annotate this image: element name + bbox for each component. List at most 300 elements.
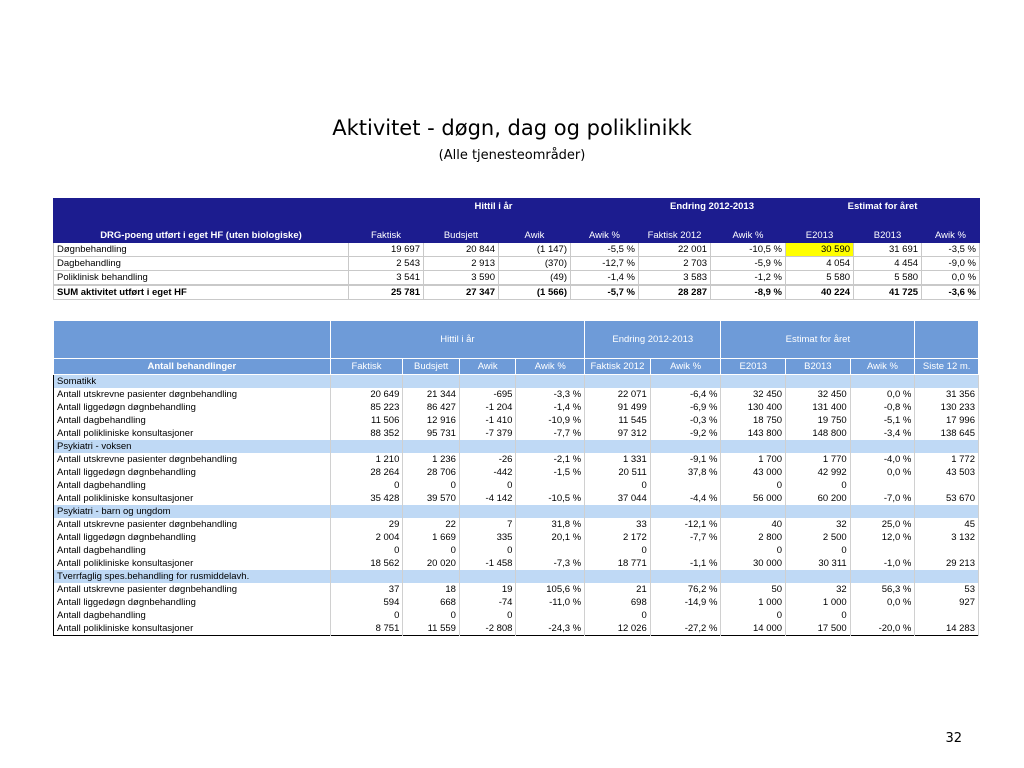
- treatments-cell: [850, 544, 915, 557]
- treatments-cell: 60 200: [786, 492, 851, 505]
- drg-group-hittil: Hittil i år: [349, 199, 639, 215]
- treatments-cell: 12 916: [403, 414, 460, 427]
- treatments-cell: [516, 609, 585, 622]
- drg-cell: -9,0 %: [922, 257, 980, 271]
- treatments-cell: -1 458: [459, 557, 516, 570]
- drg-cell: 28 287: [639, 285, 711, 300]
- section-label: Psykiatri - barn og ungdom: [54, 505, 331, 518]
- treatments-cell: 25,0 %: [850, 518, 915, 531]
- drg-cell: (1 566): [499, 285, 571, 300]
- drg-cell: 5 580: [854, 271, 922, 286]
- treatments-cell: -24,3 %: [516, 622, 585, 636]
- drg-cell: 3 583: [639, 271, 711, 286]
- treatments-cell: -0,8 %: [850, 401, 915, 414]
- drg-cell: 41 725: [854, 285, 922, 300]
- treatments-row-label: Antall dagbehandling: [54, 479, 331, 492]
- treatments-cell: 29: [330, 518, 403, 531]
- treatments-cell: -14,9 %: [650, 596, 721, 609]
- treatments-cell: [850, 609, 915, 622]
- drg-cell: -5,7 %: [571, 285, 639, 300]
- treatments-cell: 130 233: [915, 401, 979, 414]
- treatments-cell: 0: [786, 609, 851, 622]
- treatments-cell: 0: [786, 544, 851, 557]
- treatments-col-endring-awik-pct: Awik %: [650, 359, 721, 375]
- section-band-cell: [459, 375, 516, 389]
- treatments-cell: -1,5 %: [516, 466, 585, 479]
- drg-col-e2013: E2013: [786, 215, 854, 243]
- treatments-cell: 0: [330, 609, 403, 622]
- drg-row-label: Poliklinisk behandling: [54, 271, 349, 286]
- treatments-cell: -20,0 %: [850, 622, 915, 636]
- drg-table-row: [54, 243, 980, 257]
- treatments-cell: 53 670: [915, 492, 979, 505]
- section-band-cell: [516, 570, 585, 583]
- treatments-cell: -74: [459, 596, 516, 609]
- treatments-table: [53, 320, 979, 636]
- treatments-cell: 37: [330, 583, 403, 596]
- drg-cell: 2 913: [424, 257, 499, 271]
- treatments-cell: 21 344: [403, 388, 460, 401]
- treatments-cell: 0: [403, 609, 460, 622]
- treatments-cell: 8 751: [330, 622, 403, 636]
- treatments-cell: 138 645: [915, 427, 979, 440]
- treatments-row-label: Antall liggedøgn døgnbehandling: [54, 401, 331, 414]
- treatments-cell: 30 311: [786, 557, 851, 570]
- treatments-cell: -7 379: [459, 427, 516, 440]
- section-band: [54, 440, 979, 453]
- treatments-table-row: [54, 388, 979, 401]
- drg-table-row: [54, 257, 980, 271]
- drg-cell: 5 580: [786, 271, 854, 286]
- treatments-cell: [915, 479, 979, 492]
- treatments-cell: 37 044: [585, 492, 651, 505]
- drg-cell: -3,5 %: [922, 243, 980, 257]
- section-band: [54, 375, 979, 389]
- treatments-cell: -27,2 %: [650, 622, 721, 636]
- section-band-cell: [585, 505, 651, 518]
- treatments-row-label: Antall dagbehandling: [54, 544, 331, 557]
- treatments-cell: -10,5 %: [516, 492, 585, 505]
- section-band-cell: [459, 570, 516, 583]
- treatments-cell: -4 142: [459, 492, 516, 505]
- treatments-cell: 32: [786, 583, 851, 596]
- treatments-col-budsjett: Budsjett: [403, 359, 460, 375]
- treatments-table-row: [54, 622, 979, 636]
- treatments-cell: 0: [585, 609, 651, 622]
- section-band: [54, 570, 979, 583]
- treatments-cell: -6,4 %: [650, 388, 721, 401]
- drg-cell: 0,0 %: [922, 271, 980, 286]
- treatments-row-label: Antall polikliniske konsultasjoner: [54, 427, 331, 440]
- treatments-cell: 0: [330, 479, 403, 492]
- treatments-row-label: Antall liggedøgn døgnbehandling: [54, 531, 331, 544]
- treatments-col-e2013: E2013: [721, 359, 786, 375]
- treatments-cell: 7: [459, 518, 516, 531]
- treatments-group-hittil: Hittil i år: [330, 321, 584, 359]
- treatments-cell: 0: [403, 479, 460, 492]
- drg-cell: 3 590: [424, 271, 499, 286]
- treatments-col-faktisk: Faktisk: [330, 359, 403, 375]
- treatments-cell: 2 800: [721, 531, 786, 544]
- drg-cell: 4 054: [786, 257, 854, 271]
- treatments-cell: 1 669: [403, 531, 460, 544]
- treatments-cell: -1 410: [459, 414, 516, 427]
- drg-cell: 19 697: [349, 243, 424, 257]
- treatments-cell: 18: [403, 583, 460, 596]
- treatments-cell: 130 400: [721, 401, 786, 414]
- treatments-cell: 22: [403, 518, 460, 531]
- treatments-cell: 0: [459, 479, 516, 492]
- treatments-cell: 53: [915, 583, 979, 596]
- drg-row-label: Dagbehandling: [54, 257, 349, 271]
- treatments-cell: 0: [459, 609, 516, 622]
- treatments-cell: 88 352: [330, 427, 403, 440]
- treatments-cell: -10,9 %: [516, 414, 585, 427]
- treatments-row-label: Antall utskrevne pasienter døgnbehandling: [54, 583, 331, 596]
- section-label: Psykiatri - voksen: [54, 440, 331, 453]
- treatments-cell: 0,0 %: [850, 466, 915, 479]
- treatments-cell: 20 649: [330, 388, 403, 401]
- treatments-cell: 95 731: [403, 427, 460, 440]
- treatments-cell: 31 356: [915, 388, 979, 401]
- drg-cell: -5,9 %: [711, 257, 786, 271]
- section-label: Somatikk: [54, 375, 331, 389]
- treatments-cell: 37,8 %: [650, 466, 721, 479]
- treatments-cell: -26: [459, 453, 516, 466]
- treatments-cell: 18 562: [330, 557, 403, 570]
- slide-subtitle: (Alle tjenesteområder): [438, 148, 586, 163]
- treatments-cell: -1,4 %: [516, 401, 585, 414]
- treatments-cell: 40: [721, 518, 786, 531]
- treatments-table-row: [54, 531, 979, 544]
- section-band-cell: [850, 505, 915, 518]
- drg-cell: -12,7 %: [571, 257, 639, 271]
- treatments-cell: 14 000: [721, 622, 786, 636]
- treatments-table-row: [54, 492, 979, 505]
- treatments-cell: 18 750: [721, 414, 786, 427]
- treatments-table-row: [54, 401, 979, 414]
- treatments-cell: -4,0 %: [850, 453, 915, 466]
- treatments-row-header: Antall behandlinger: [54, 359, 331, 375]
- treatments-cell: 335: [459, 531, 516, 544]
- drg-col-b2013: B2013: [854, 215, 922, 243]
- drg-cell: 4 454: [854, 257, 922, 271]
- section-band-cell: [516, 440, 585, 453]
- treatments-row-label: Antall utskrevne pasienter døgnbehandling: [54, 388, 331, 401]
- drg-cell: -1,4 %: [571, 271, 639, 286]
- section-band-cell: [403, 570, 460, 583]
- treatments-cell: 1 236: [403, 453, 460, 466]
- treatments-cell: 22 071: [585, 388, 651, 401]
- drg-col-estimat-awik-pct: Awik %: [922, 215, 980, 243]
- treatments-cell: 91 499: [585, 401, 651, 414]
- section-band-cell: [915, 440, 979, 453]
- treatments-cell: 2 172: [585, 531, 651, 544]
- section-band-cell: [915, 505, 979, 518]
- treatments-cell: -695: [459, 388, 516, 401]
- drg-row-label: SUM aktivitet utført i eget HF: [54, 285, 349, 300]
- treatments-table-row: [54, 479, 979, 492]
- slide-title: Aktivitet - døgn, dag og poliklinikk: [332, 116, 692, 140]
- treatments-col-awik-pct: Awik %: [516, 359, 585, 375]
- section-band-cell: [585, 375, 651, 389]
- drg-cell: 25 781: [349, 285, 424, 300]
- treatments-cell: 0: [585, 479, 651, 492]
- section-band-cell: [403, 375, 460, 389]
- section-band-cell: [850, 440, 915, 453]
- treatments-cell: [516, 544, 585, 557]
- drg-col-awik-pct: Awik %: [571, 215, 639, 243]
- treatments-col-siste-12m: Siste 12 m.: [915, 359, 979, 375]
- treatments-cell: 0,0 %: [850, 388, 915, 401]
- treatments-table-row: [54, 518, 979, 531]
- treatments-cell: 28 706: [403, 466, 460, 479]
- drg-cell: 2 703: [639, 257, 711, 271]
- treatments-row-label: Antall utskrevne pasienter døgnbehandling: [54, 453, 331, 466]
- section-band-cell: [786, 440, 851, 453]
- treatments-cell: 29 213: [915, 557, 979, 570]
- treatments-cell: [516, 479, 585, 492]
- drg-cell: -8,9 %: [711, 285, 786, 300]
- treatments-cell: 28 264: [330, 466, 403, 479]
- treatments-cell: 1 700: [721, 453, 786, 466]
- treatments-cell: 0: [459, 544, 516, 557]
- drg-cell: (370): [499, 257, 571, 271]
- drg-group-endring: Endring 2012-2013: [639, 199, 786, 215]
- section-band-cell: [915, 570, 979, 583]
- treatments-cell: 0: [585, 544, 651, 557]
- treatments-cell: 86 427: [403, 401, 460, 414]
- treatments-cell: -2 808: [459, 622, 516, 636]
- treatments-cell: 97 312: [585, 427, 651, 440]
- treatments-row-label: Antall liggedøgn døgnbehandling: [54, 466, 331, 479]
- treatments-cell: -6,9 %: [650, 401, 721, 414]
- drg-cell: 2 543: [349, 257, 424, 271]
- drg-cell: -1,2 %: [711, 271, 786, 286]
- treatments-cell: 76,2 %: [650, 583, 721, 596]
- treatments-cell: -3,3 %: [516, 388, 585, 401]
- drg-table-row: [54, 285, 980, 300]
- treatments-cell: [915, 609, 979, 622]
- drg-cell: -5,5 %: [571, 243, 639, 257]
- section-band-cell: [850, 375, 915, 389]
- section-band-cell: [459, 440, 516, 453]
- treatments-cell: 1 000: [786, 596, 851, 609]
- treatments-cell: -9,1 %: [650, 453, 721, 466]
- treatments-cell: 32 450: [786, 388, 851, 401]
- treatments-cell: 35 428: [330, 492, 403, 505]
- treatments-row-label: Antall dagbehandling: [54, 414, 331, 427]
- treatments-cell: 45: [915, 518, 979, 531]
- treatments-cell: 85 223: [330, 401, 403, 414]
- treatments-cell: -1,0 %: [850, 557, 915, 570]
- treatments-cell: -4,4 %: [650, 492, 721, 505]
- drg-row-header: DRG-poeng utført i eget HF (uten biologiske): [54, 215, 349, 243]
- treatments-cell: 1 210: [330, 453, 403, 466]
- treatments-col-faktisk-2012: Faktisk 2012: [585, 359, 651, 375]
- treatments-cell: 20 511: [585, 466, 651, 479]
- treatments-cell: -9,2 %: [650, 427, 721, 440]
- page-number: 32: [945, 731, 962, 746]
- section-band-cell: [650, 570, 721, 583]
- section-band-cell: [721, 440, 786, 453]
- section-band-cell: [650, 505, 721, 518]
- treatments-cell: 2 004: [330, 531, 403, 544]
- drg-cell: -10,5 %: [711, 243, 786, 257]
- drg-table: [53, 198, 980, 300]
- section-band-cell: [459, 505, 516, 518]
- treatments-cell: -1 204: [459, 401, 516, 414]
- drg-cell: 3 541: [349, 271, 424, 286]
- treatments-cell: 2 500: [786, 531, 851, 544]
- section-band-cell: [330, 440, 403, 453]
- section-band-cell: [330, 375, 403, 389]
- treatments-cell: 18 771: [585, 557, 651, 570]
- treatments-cell: [650, 609, 721, 622]
- section-band-cell: [516, 375, 585, 389]
- treatments-row-label: Antall liggedøgn døgnbehandling: [54, 596, 331, 609]
- treatments-row-label: Antall utskrevne pasienter døgnbehandling: [54, 518, 331, 531]
- treatments-cell: 594: [330, 596, 403, 609]
- treatments-cell: 0: [330, 544, 403, 557]
- treatments-cell: 39 570: [403, 492, 460, 505]
- treatments-cell: 143 800: [721, 427, 786, 440]
- treatments-cell: 1 000: [721, 596, 786, 609]
- drg-cell: 30 590: [786, 243, 854, 257]
- treatments-cell: 42 992: [786, 466, 851, 479]
- drg-row-label: Døgnbehandling: [54, 243, 349, 257]
- section-band-cell: [516, 505, 585, 518]
- treatments-cell: -5,1 %: [850, 414, 915, 427]
- section-band-cell: [650, 440, 721, 453]
- section-band-cell: [786, 375, 851, 389]
- section-band-cell: [403, 505, 460, 518]
- treatments-cell: 12 026: [585, 622, 651, 636]
- treatments-cell: 17 996: [915, 414, 979, 427]
- treatments-cell: [650, 544, 721, 557]
- treatments-cell: 668: [403, 596, 460, 609]
- drg-col-faktisk-2012: Faktisk 2012: [639, 215, 711, 243]
- treatments-cell: -442: [459, 466, 516, 479]
- drg-cell: 27 347: [424, 285, 499, 300]
- section-band-cell: [585, 440, 651, 453]
- drg-cell: 20 844: [424, 243, 499, 257]
- drg-cell: (1 147): [499, 243, 571, 257]
- drg-col-faktisk: Faktisk: [349, 215, 424, 243]
- treatments-cell: 20,1 %: [516, 531, 585, 544]
- treatments-cell: -11,0 %: [516, 596, 585, 609]
- treatments-cell: 0: [786, 479, 851, 492]
- treatments-cell: 0: [721, 544, 786, 557]
- treatments-table-row: [54, 544, 979, 557]
- treatments-cell: -7,7 %: [516, 427, 585, 440]
- treatments-cell: 0: [721, 479, 786, 492]
- treatments-group-estimat: Estimat for året: [721, 321, 915, 359]
- section-band-cell: [721, 570, 786, 583]
- treatments-cell: 0: [721, 609, 786, 622]
- drg-cell: (49): [499, 271, 571, 286]
- treatments-table-row: [54, 609, 979, 622]
- treatments-cell: 1 772: [915, 453, 979, 466]
- treatments-cell: 11 545: [585, 414, 651, 427]
- drg-cell: 40 224: [786, 285, 854, 300]
- treatments-header-blank: [54, 321, 331, 359]
- treatments-cell: 33: [585, 518, 651, 531]
- treatments-row-label: Antall polikliniske konsultasjoner: [54, 622, 331, 636]
- treatments-cell: 927: [915, 596, 979, 609]
- section-band-cell: [786, 570, 851, 583]
- treatments-cell: 0: [403, 544, 460, 557]
- treatments-table-row: [54, 453, 979, 466]
- section-band-cell: [915, 375, 979, 389]
- treatments-table-row: [54, 557, 979, 570]
- treatments-table-row: [54, 466, 979, 479]
- section-band-cell: [585, 570, 651, 583]
- treatments-cell: 3 132: [915, 531, 979, 544]
- treatments-cell: 131 400: [786, 401, 851, 414]
- drg-group-estimat: Estimat for året: [786, 199, 980, 215]
- treatments-cell: -7,0 %: [850, 492, 915, 505]
- treatments-col-b2013: B2013: [786, 359, 851, 375]
- treatments-cell: 12,0 %: [850, 531, 915, 544]
- treatments-cell: -7,7 %: [650, 531, 721, 544]
- treatments-cell: 19: [459, 583, 516, 596]
- treatments-cell: 1 331: [585, 453, 651, 466]
- treatments-table-row: [54, 596, 979, 609]
- treatments-col-estimat-awik-pct: Awik %: [850, 359, 915, 375]
- treatments-cell: 56,3 %: [850, 583, 915, 596]
- treatments-cell: [650, 479, 721, 492]
- drg-cell: -3,6 %: [922, 285, 980, 300]
- treatments-cell: -2,1 %: [516, 453, 585, 466]
- treatments-cell: 17 500: [786, 622, 851, 636]
- treatments-cell: 19 750: [786, 414, 851, 427]
- section-band-cell: [850, 570, 915, 583]
- drg-col-budsjett: Budsjett: [424, 215, 499, 243]
- treatments-cell: 21: [585, 583, 651, 596]
- treatments-cell: 30 000: [721, 557, 786, 570]
- treatments-table-row: [54, 583, 979, 596]
- section-band-cell: [330, 505, 403, 518]
- treatments-cell: 43 000: [721, 466, 786, 479]
- treatments-header-blank-2: [915, 321, 979, 359]
- treatments-cell: [915, 544, 979, 557]
- drg-cell: 31 691: [854, 243, 922, 257]
- drg-col-endring-awik-pct: Awik %: [711, 215, 786, 243]
- treatments-cell: 43 503: [915, 466, 979, 479]
- drg-header-blank: [54, 199, 349, 215]
- section-band-cell: [721, 375, 786, 389]
- treatments-cell: 0,0 %: [850, 596, 915, 609]
- treatments-cell: -12,1 %: [650, 518, 721, 531]
- treatments-cell: 20 020: [403, 557, 460, 570]
- treatments-cell: -3,4 %: [850, 427, 915, 440]
- treatments-row-label: Antall polikliniske konsultasjoner: [54, 492, 331, 505]
- treatments-table-row: [54, 414, 979, 427]
- section-band-cell: [330, 570, 403, 583]
- section-band: [54, 505, 979, 518]
- section-band-cell: [403, 440, 460, 453]
- treatments-cell: 1 770: [786, 453, 851, 466]
- treatments-cell: 14 283: [915, 622, 979, 636]
- treatments-cell: [850, 479, 915, 492]
- drg-table-row: [54, 271, 980, 286]
- treatments-cell: 698: [585, 596, 651, 609]
- treatments-cell: 32 450: [721, 388, 786, 401]
- treatments-cell: 105,6 %: [516, 583, 585, 596]
- treatments-row-label: Antall polikliniske konsultasjoner: [54, 557, 331, 570]
- treatments-cell: 148 800: [786, 427, 851, 440]
